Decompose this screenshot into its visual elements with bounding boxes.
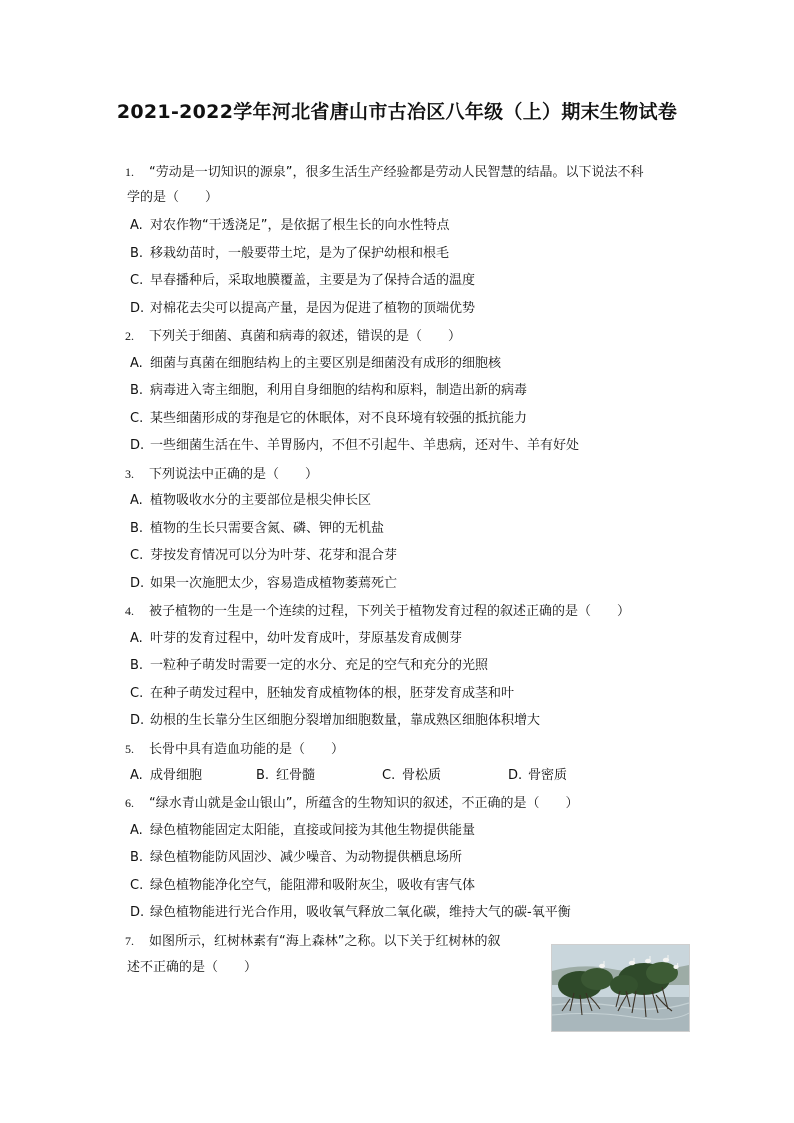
question-number: 4. xyxy=(125,604,134,618)
question-text: 如图所示，红树林素有“海上森林”之称。以下关于红树林的叙 xyxy=(149,934,501,949)
question-1 xyxy=(125,163,643,182)
question-text: “绿水青山就是金山银山”，所蕴含的生物知识的叙述，不正确的是（ ） xyxy=(149,796,579,811)
question-4 xyxy=(125,602,630,621)
question-text: 下列说法中正确的是（ ） xyxy=(149,467,319,482)
option-a: A. 对农作物“干透浇足”，是依据了根生长的向水性特点 xyxy=(130,218,450,233)
question-number: 3. xyxy=(125,467,134,481)
question-text: “劳动是一切知识的源泉”，很多生活生产经验都是劳动人民智慧的结晶。以下说法不科 xyxy=(149,165,644,180)
option-b: B. 植物的生长只需要含氮、磷、钾的无机盐 xyxy=(130,521,385,536)
option-a: A. 绿色植物能固定太阳能，直接或间接为其他生物提供能量 xyxy=(130,823,476,838)
question-7 xyxy=(125,932,500,951)
option-a: A. 植物吸收水分的主要部位是根尖伸长区 xyxy=(130,493,372,508)
option-c: C. 骨松质 xyxy=(382,768,442,783)
option-b: B. 一粒种子萌发时需要一定的水分、充足的空气和充分的光照 xyxy=(130,658,489,673)
option-c: C. 芽按发育情况可以分为叶芽、花芽和混合芽 xyxy=(130,548,398,563)
question-text: 长骨中具有造血功能的是（ ） xyxy=(149,742,345,757)
page-title: 2021-2022学年河北省唐山市古冶区八年级（上）期末生物试卷 xyxy=(116,101,678,123)
question-text-cont: 学的是（ ） xyxy=(127,190,219,205)
option-c: C. 早春播种后，采取地膜覆盖，主要是为了保持合适的温度 xyxy=(130,273,476,288)
question-5 xyxy=(125,740,344,759)
question-number: 5. xyxy=(125,742,134,756)
question-number: 6. xyxy=(125,796,134,810)
option-a: A. 成骨细胞 xyxy=(130,768,203,783)
question-number: 7. xyxy=(125,934,134,948)
question-text: 下列关于细菌、真菌和病毒的叙述，错误的是（ ） xyxy=(149,329,462,344)
question-3 xyxy=(125,465,318,484)
option-d: D. 如果一次施肥太少，容易造成植物萎蔫死亡 xyxy=(130,576,398,591)
option-d: D. 骨密质 xyxy=(508,768,568,783)
option-b: B. 红骨髓 xyxy=(256,768,316,783)
option-b: B. 绿色植物能防风固沙、减少噪音、为动物提供栖息场所 xyxy=(130,850,463,865)
option-b: B. 移栽幼苗时，一般要带土坨，是为了保护幼根和根毛 xyxy=(130,246,450,261)
question-text-cont: 述不正确的是（ ） xyxy=(127,960,258,975)
question-6 xyxy=(125,794,578,813)
mangrove-egret-photo-icon xyxy=(551,944,690,1032)
question-number: 2. xyxy=(125,329,134,343)
option-d: D. 对棉花去尖可以提高产量，是因为促进了植物的顶端优势 xyxy=(130,301,476,316)
option-d: D. 幼根的生长靠分生区细胞分裂增加细胞数量，靠成熟区细胞体积增大 xyxy=(130,713,541,728)
option-c: C. 绿色植物能净化空气，能阻滞和吸附灰尘，吸收有害气体 xyxy=(130,878,476,893)
option-b: B. 病毒进入寄主细胞，利用自身细胞的结构和原料，制造出新的病毒 xyxy=(130,383,528,398)
question-2 xyxy=(125,327,461,346)
option-d: D. 一些细菌生活在牛、羊胃肠内，不但不引起牛、羊患病，还对牛、羊有好处 xyxy=(130,438,580,453)
question-number: 1. xyxy=(125,165,134,179)
option-c: C. 某些细菌形成的芽孢是它的休眠体，对不良环境有较强的抵抗能力 xyxy=(130,411,528,426)
question-text: 被子植物的一生是一个连续的过程，下列关于植物发育过程的叙述正确的是（ ） xyxy=(149,604,631,619)
option-c: C. 在种子萌发过程中，胚轴发育成植物体的根，胚芽发育成茎和叶 xyxy=(130,686,515,701)
option-a: A. 细菌与真菌在细胞结构上的主要区别是细菌没有成形的细胞核 xyxy=(130,356,502,371)
option-a: A. 叶芽的发育过程中，幼叶发育成叶，芽原基发育成侧芽 xyxy=(130,631,463,646)
option-d: D. 绿色植物能进行光合作用，吸收氧气释放二氧化碳，维持大气的碳-氧平衡 xyxy=(130,905,571,920)
